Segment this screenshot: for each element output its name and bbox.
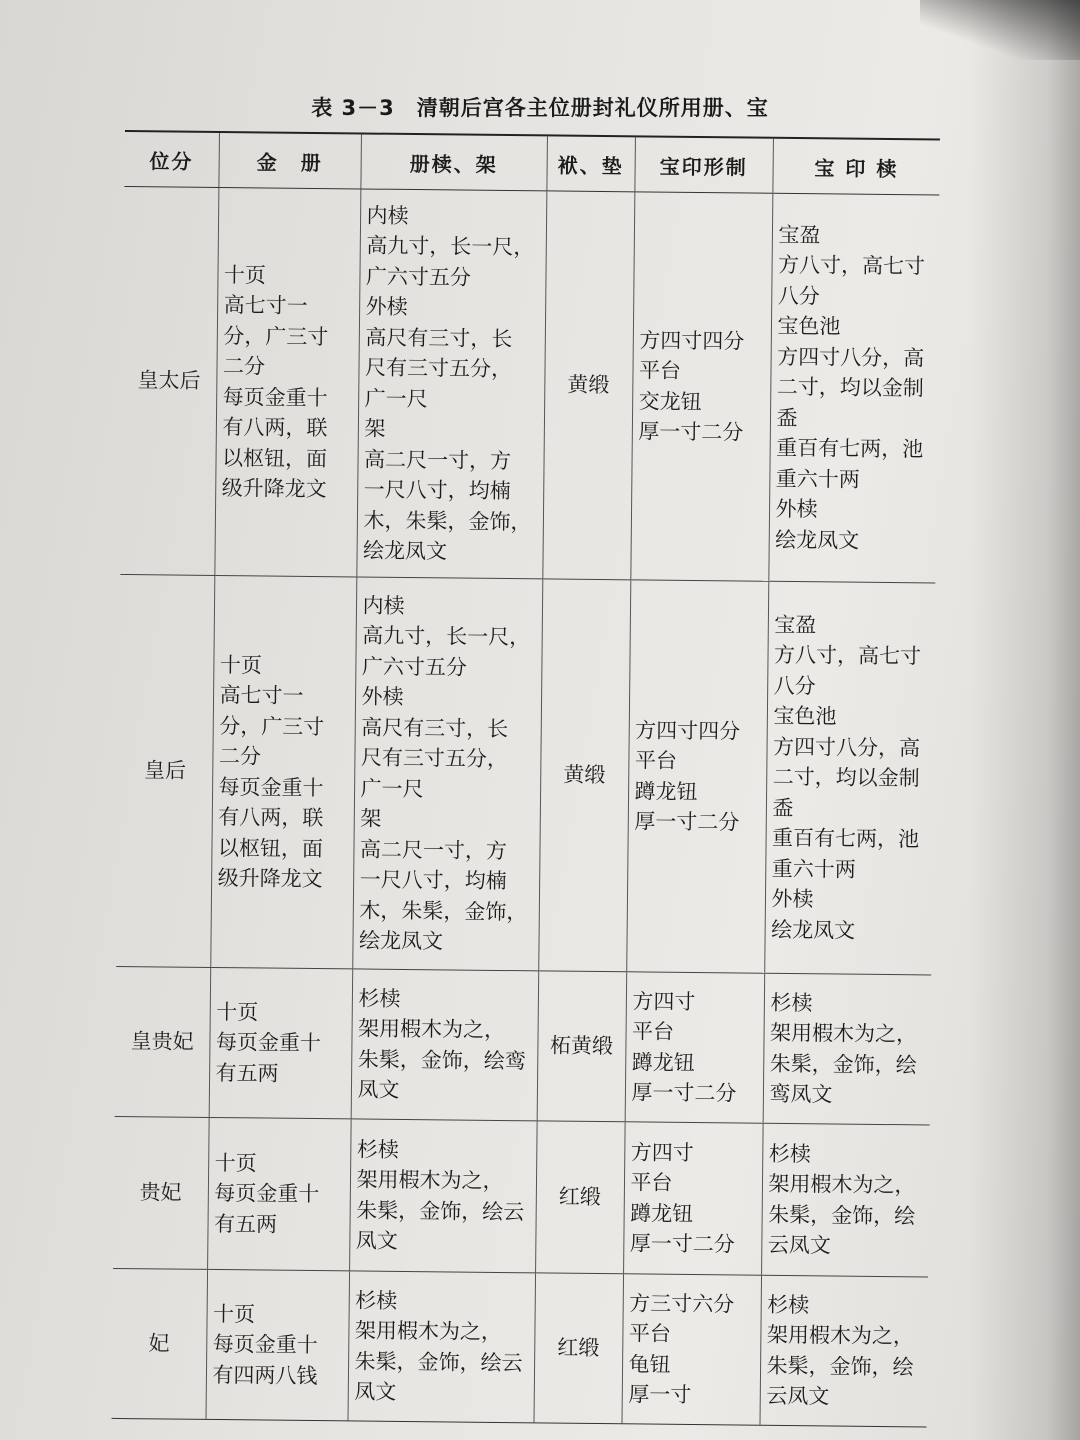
seal-box-cell-line: 杉椟 (770, 990, 813, 1015)
gold-book-cell-line: 高七寸一 (219, 683, 304, 708)
seal-box-cell (764, 581, 935, 975)
seal-form-cell (630, 192, 772, 581)
book-box-cell-line: 木，朱髤，金饰， (363, 508, 532, 534)
seal-box-cell-line: 重六十两 (771, 856, 856, 882)
book-box-cell-line: 广六寸五分 (361, 654, 468, 680)
gold-book-cell (214, 187, 360, 576)
gold-book-cell-line: 十页 (216, 999, 259, 1025)
seal-form-cell-line: 方四寸 (630, 1139, 694, 1165)
seal-box-cell-line: 盉 (772, 795, 794, 820)
page-edge-shadow (970, 0, 1080, 1440)
seal-box-cell-line: 外椟 (771, 887, 814, 912)
book-box-cell-line: 朱髤，金饰，绘云 (354, 1348, 523, 1375)
seal-form-cell (625, 972, 765, 1123)
seal-box-cell-line: 云凤文 (766, 1383, 830, 1409)
gold-book-cell-line: 以枢钮，面 (217, 835, 324, 861)
book-box-cell-line: 一尺八寸，均楠 (363, 477, 511, 504)
seal-box-cell-line: 二寸，均以金制 (772, 765, 920, 791)
seal-box-cell-line: 绘龙凤文 (771, 917, 856, 943)
seal-form-cell-line: 厚一寸二分 (638, 419, 744, 445)
seal-box-cell-line: 二寸，均以金制 (776, 375, 924, 401)
book-box-cell (352, 577, 542, 971)
seal-form-cell-line: 厚一寸二分 (634, 809, 740, 835)
table-row (115, 966, 932, 1125)
seal-form-cell-line: 交龙钮 (638, 388, 702, 414)
seal-box-cell-line: 宝色池 (773, 704, 837, 729)
seal-box-cell-line: 八分 (777, 283, 820, 309)
rank-cell: 皇贵妃 (115, 966, 211, 1117)
gold-book-cell-line: 分，广三寸 (223, 323, 329, 349)
gold-book-cell-line: 级升降龙文 (217, 866, 323, 892)
table-caption: 清朝后宫各主位册封礼仪所用册、宝 (416, 96, 769, 120)
table-body (112, 186, 940, 1426)
seal-box-cell-line: 架用椵木为之， (768, 1171, 916, 1198)
seal-box-cell-line: 方四寸八分，高 (777, 344, 925, 371)
header-row (124, 131, 940, 195)
gold-book-cell-line: 分，广三寸 (219, 713, 325, 739)
gold-book-cell-line: 十页 (214, 1150, 257, 1176)
investiture-table (112, 130, 940, 1427)
gold-book-cell (206, 1269, 350, 1420)
seal-form-cell-line: 平台 (634, 748, 678, 773)
cloth-cell: 红缎 (533, 1273, 623, 1424)
gold-book-cell (210, 575, 356, 968)
seal-box-cell-line: 宝盈 (778, 222, 821, 248)
gold-book-cell-line: 有八两，联 (218, 805, 324, 831)
seal-box-cell-line: 朱髤，金饰，绘 (766, 1353, 914, 1379)
book-box-cell-line: 高二尺一寸，方 (359, 837, 508, 863)
seal-form-cell-line: 方四寸四分 (635, 717, 741, 743)
seal-box-cell-line: 方八寸，高七寸 (777, 253, 926, 279)
seal-form-cell-line: 平台 (628, 1321, 672, 1346)
seal-box-cell-line: 架用椵木为之， (766, 1322, 915, 1349)
gold-book-cell-line: 二分 (218, 744, 262, 769)
seal-box-cell-line: 杉椟 (768, 1141, 811, 1166)
book-box-cell-line: 架 (360, 806, 382, 831)
seal-box-cell-line: 鸾凤文 (769, 1081, 833, 1107)
seal-form-cell-line: 蹲龙钮 (631, 1049, 695, 1075)
book-box-cell-line: 尺有三寸五分， (360, 745, 509, 772)
gold-book-cell-line: 每页金重十 (214, 1181, 320, 1207)
gold-book-cell-line: 有四两八钱 (212, 1362, 318, 1388)
cloth-cell: 黄缎 (538, 579, 630, 972)
gold-book-cell-line: 每页金重十 (212, 1332, 318, 1358)
cloth-cell: 红缎 (535, 1121, 625, 1274)
book-box-cell (349, 1119, 537, 1273)
book-box-cell-line: 高尺有三寸，长 (365, 325, 513, 351)
seal-form-cell-line: 平台 (631, 1019, 675, 1044)
seal-form-cell-line: 平台 (630, 1170, 673, 1195)
seal-box-cell-line: 朱髤，金饰，绘 (769, 1051, 917, 1077)
book-box-cell-line: 凤文 (357, 1077, 400, 1102)
book-box-cell-line: 杉椟 (358, 985, 401, 1011)
book-box-cell-line: 高尺有三寸，长 (361, 715, 509, 741)
header-book-box: 册椟、架 (360, 133, 547, 190)
table-title (0, 92, 1080, 122)
header-seal-form: 宝印形制 (634, 136, 773, 193)
book-box-cell-line: 架 (364, 416, 386, 441)
book-box-cell-line: 广一尺 (364, 386, 428, 411)
seal-form-cell-line: 方四寸四分 (639, 327, 745, 353)
seal-box-cell (768, 193, 939, 583)
book-box-cell-line: 高九寸，长一尺， (362, 623, 531, 650)
book-box-cell-line: 架用椵木为之， (354, 1318, 503, 1345)
book-box-cell-line: 绘龙凤文 (358, 928, 444, 954)
book-box-cell-line: 一尺八寸，均楠 (359, 867, 507, 894)
header-gold-book: 金 册 (218, 132, 361, 189)
gold-book-cell-line: 每页金重十 (222, 384, 328, 410)
book-box-cell-line: 架用椵木为之， (356, 1167, 504, 1194)
book-box-cell-line: 杉椟 (356, 1136, 399, 1162)
book-box-cell-line: 广六寸五分 (365, 264, 472, 290)
gold-book-cell-line: 有八两，联 (222, 415, 328, 441)
gold-book-cell-line: 以枢钮，面 (221, 445, 328, 471)
gold-book-cell-line: 十页 (212, 1301, 256, 1327)
gold-book-cell-line: 级升降龙文 (221, 476, 327, 502)
seal-form-cell-line: 蹲龙钮 (634, 778, 698, 804)
book-box-cell-line: 高九寸，长一尺， (366, 233, 535, 260)
book-box-cell-line: 朱髤，金饰，绘鸾 (357, 1046, 526, 1073)
gold-book-cell-line: 每页金重十 (218, 774, 324, 800)
header-seal-box: 宝 印 椟 (772, 138, 940, 195)
book-box-cell-line: 外椟 (365, 294, 408, 319)
seal-form-cell-line: 方四寸 (632, 988, 696, 1014)
gold-book-cell-line: 有五两 (213, 1211, 278, 1237)
book-box-cell-line: 架用椵木为之， (357, 1016, 506, 1043)
book-box-cell-line: 杉椟 (355, 1287, 398, 1313)
gold-book-cell-line: 二分 (222, 354, 266, 379)
book-box-cell-line: 内椟 (366, 203, 409, 228)
seal-box-cell-line: 云凤文 (767, 1232, 831, 1258)
seal-box-cell-line: 重六十两 (775, 466, 861, 492)
table-number: 表 3－3 (311, 96, 395, 120)
gold-book-cell-line: 十页 (223, 262, 267, 287)
seal-box-cell (761, 1123, 930, 1277)
book-box-cell-line: 木，朱髤，金饰， (359, 897, 528, 924)
book-box-cell-line: 绘龙凤文 (362, 538, 448, 564)
table-row (113, 1116, 930, 1277)
gold-book-cell-line: 高七寸一 (223, 293, 308, 318)
rank-cell: 贵妃 (113, 1116, 209, 1269)
seal-box-cell-line: 方四寸八分，高 (772, 734, 921, 761)
seal-form-cell (623, 1122, 763, 1275)
seal-form-cell-line: 平台 (638, 358, 682, 383)
seal-form-cell-line: 蹲龙钮 (630, 1200, 694, 1226)
book-box-cell-line: 内椟 (362, 593, 405, 618)
seal-box-cell-line: 八分 (773, 673, 816, 699)
gold-book-cell (207, 1117, 351, 1270)
seal-box-cell-line: 重百有七两，池 (776, 436, 924, 462)
seal-box-cell-line: 盉 (776, 405, 798, 430)
seal-form-cell-line: 厚一寸二分 (631, 1080, 737, 1106)
cloth-cell: 柘黄缎 (537, 971, 627, 1122)
book-box-cell-line: 广一尺 (360, 776, 424, 801)
table-row (112, 1268, 929, 1427)
book-box-cell (351, 969, 539, 1121)
seal-form-cell (626, 580, 768, 973)
seal-box-cell-line: 方八寸，高七寸 (773, 643, 922, 669)
seal-box-cell-line: 外椟 (775, 497, 818, 522)
rank-cell: 妃 (112, 1268, 208, 1419)
book-box-cell-line: 外椟 (361, 684, 404, 709)
seal-box-cell-line: 架用椵木为之， (769, 1020, 918, 1047)
seal-form-cell-line: 龟钮 (628, 1351, 671, 1377)
seal-box-cell-line: 朱髤，金饰，绘 (768, 1202, 916, 1228)
book-box-cell-line: 高二尺一寸，方 (363, 447, 512, 473)
book-box-cell (356, 189, 546, 579)
header-rank: 位分 (124, 131, 219, 187)
gold-book-cell-line: 每页金重十 (215, 1030, 322, 1056)
seal-form-cell-line: 方三寸六分 (629, 1290, 735, 1316)
seal-form-cell (621, 1274, 761, 1425)
seal-box-cell (763, 973, 932, 1125)
table-row (120, 186, 939, 583)
seal-box-cell-line: 宝色池 (777, 314, 841, 339)
gold-book-cell-line: 十页 (219, 652, 263, 677)
gold-book-cell (209, 967, 353, 1118)
seal-form-cell-line: 厚一寸 (628, 1382, 692, 1407)
gold-book-cell-line: 有五两 (215, 1060, 279, 1086)
seal-box-cell-line: 宝盈 (774, 612, 817, 638)
table-row (116, 574, 935, 975)
seal-box-cell-line: 绘龙凤文 (775, 527, 860, 553)
book-box-cell-line: 尺有三寸五分， (364, 355, 513, 382)
book-box-cell (347, 1271, 535, 1423)
seal-box-cell-line: 重百有七两，池 (771, 826, 920, 852)
header-cloth: 袱、垫 (546, 135, 635, 191)
book-box-cell-line: 凤文 (355, 1228, 399, 1253)
rank-cell: 皇后 (116, 574, 214, 967)
seal-form-cell-line: 厚一寸二分 (629, 1231, 735, 1257)
book-box-cell-line: 凤文 (354, 1379, 397, 1404)
seal-box-cell-line: 杉椟 (767, 1292, 810, 1317)
seal-box-cell (759, 1275, 928, 1427)
cloth-cell: 黄缎 (542, 191, 634, 580)
book-box-cell-line: 朱髤，金饰，绘云 (356, 1197, 525, 1224)
rank-cell: 皇太后 (120, 186, 218, 575)
